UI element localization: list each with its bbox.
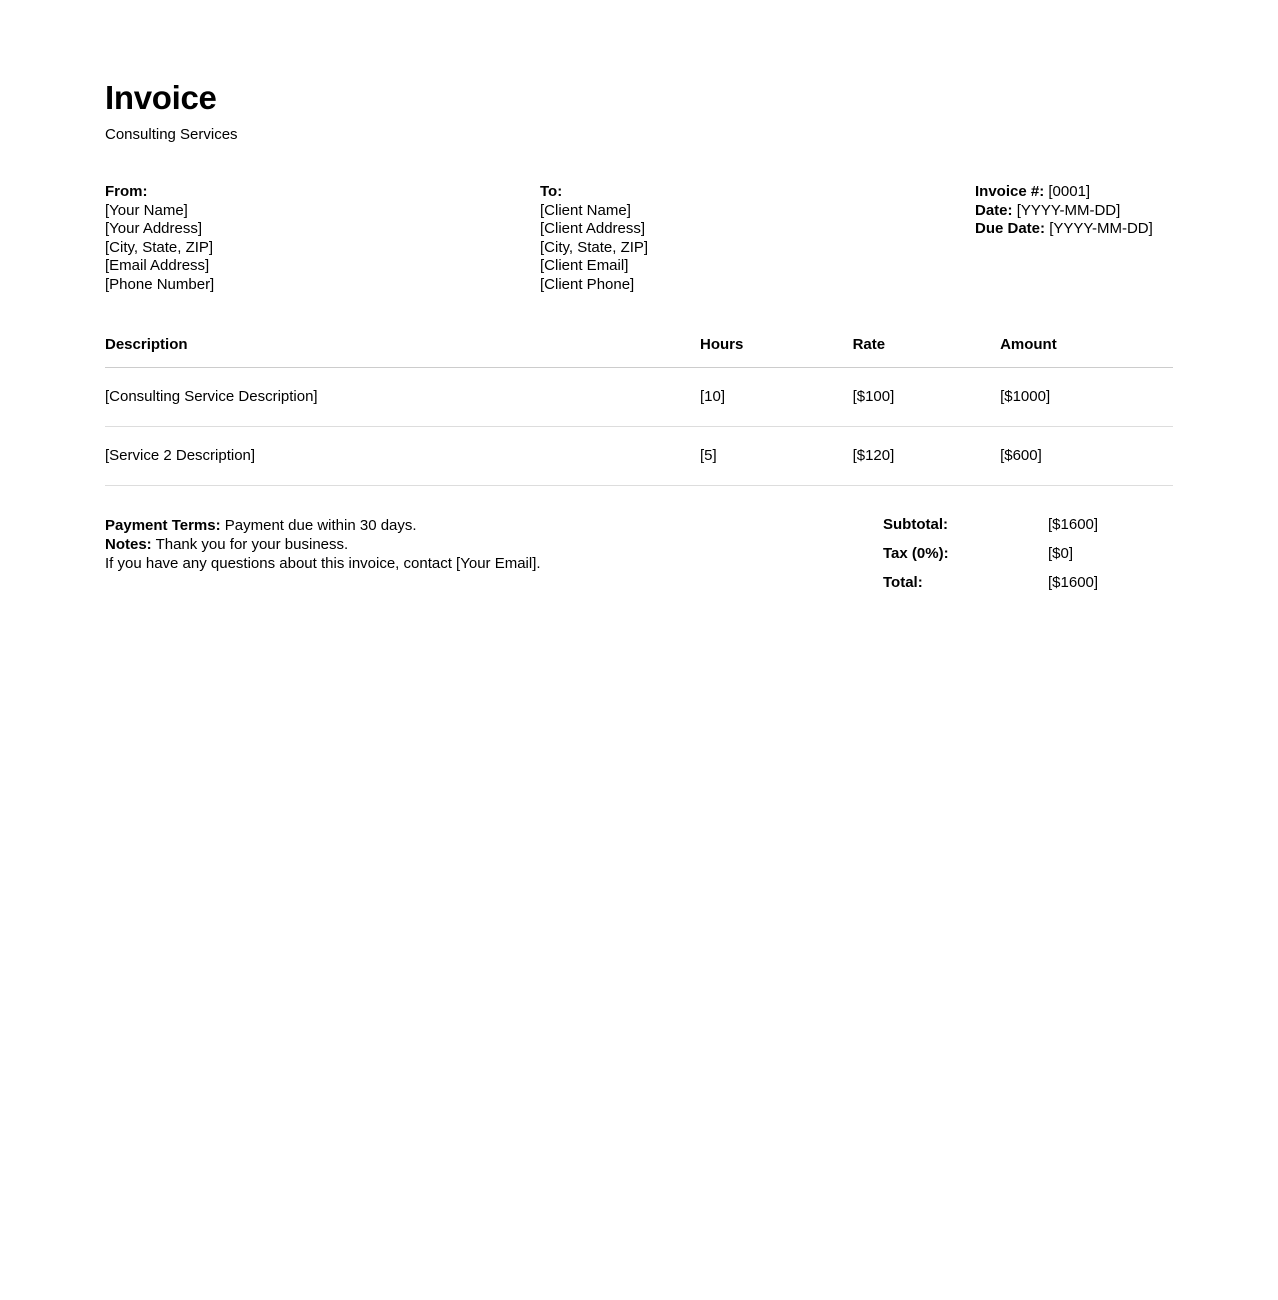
terms-and-notes	[105, 516, 865, 573]
invoice-number-line	[975, 183, 1173, 202]
to-line-5: [Client Phone]	[540, 275, 635, 293]
to-label: To:	[540, 183, 563, 201]
to-line-2: [Client Address]	[540, 220, 646, 238]
invoice-due-date-value: [YYYY-MM-DD]	[1049, 220, 1153, 238]
cell-hours: [10]	[700, 368, 853, 427]
notes-label: Notes:	[105, 536, 152, 554]
totals-row-total	[883, 574, 1098, 603]
payment-terms-line	[105, 516, 865, 535]
cell-amount: [$1000]	[1000, 368, 1173, 427]
cell-description: [Consulting Service Description]	[105, 368, 700, 427]
parties-and-meta	[105, 183, 1173, 294]
table-row	[105, 368, 1173, 427]
invoice-date-value: [YYYY-MM-DD]	[1016, 201, 1121, 219]
from-line-1: [Your Name]	[105, 201, 188, 219]
to-line-4: [Client Email]	[540, 257, 629, 275]
column-header-description: Description	[105, 336, 700, 368]
invoice-number-value: [0001]	[1048, 183, 1091, 201]
to-line-3: [City, State, ZIP]	[540, 238, 649, 256]
notes-line	[105, 535, 865, 554]
totals-row-tax	[883, 545, 1098, 574]
tax-value: [$0]	[1048, 545, 1074, 563]
cell-description: [Service 2 Description]	[105, 427, 700, 486]
to-block	[540, 183, 975, 294]
total-label: Total:	[883, 574, 923, 592]
payment-terms-label: Payment Terms:	[105, 517, 221, 535]
column-header-rate: Rate	[853, 336, 1000, 368]
line-items-table	[105, 336, 1173, 486]
notes-value: Thank you for your business.	[155, 536, 349, 554]
invoice-date-label: Date:	[975, 201, 1013, 219]
from-label: From:	[105, 183, 148, 201]
totals-row-subtotal	[883, 516, 1098, 545]
contact-line: If you have any questions about this invoice, contact [Your Email].	[105, 555, 541, 573]
from-line-5: [Phone Number]	[105, 275, 215, 293]
invoice-due-date-line	[975, 220, 1173, 239]
totals-table	[883, 516, 1098, 603]
table-row	[105, 427, 1173, 486]
subtotal-label: Subtotal:	[883, 516, 948, 534]
total-value: [$1600]	[1048, 574, 1099, 592]
invoice-number-label: Invoice #:	[975, 183, 1045, 201]
page-subtitle: Consulting Services	[105, 126, 238, 144]
invoice-due-date-label: Due Date:	[975, 220, 1046, 238]
cell-hours: [5]	[700, 427, 853, 486]
subtotal-value: [$1600]	[1048, 516, 1099, 534]
tax-label: Tax (0%):	[883, 545, 949, 563]
from-line-3: [City, State, ZIP]	[105, 238, 214, 256]
table-header-row	[105, 336, 1173, 368]
to-line-1: [Client Name]	[540, 201, 631, 219]
column-header-hours: Hours	[700, 336, 853, 368]
payment-terms-value: Payment due within 30 days.	[224, 517, 417, 535]
invoice-meta-block	[975, 183, 1173, 239]
cell-rate: [$120]	[853, 427, 1000, 486]
page-title: Invoice	[105, 79, 217, 116]
column-header-amount: Amount	[1000, 336, 1173, 368]
invoice-footer	[105, 516, 1173, 603]
invoice-date-line	[975, 202, 1173, 221]
invoice-document	[0, 0, 1278, 603]
from-block	[105, 183, 540, 294]
cell-amount: [$600]	[1000, 427, 1173, 486]
cell-rate: [$100]	[853, 368, 1000, 427]
totals-block	[865, 516, 1173, 603]
from-line-2: [Your Address]	[105, 220, 203, 238]
from-line-4: [Email Address]	[105, 257, 210, 275]
